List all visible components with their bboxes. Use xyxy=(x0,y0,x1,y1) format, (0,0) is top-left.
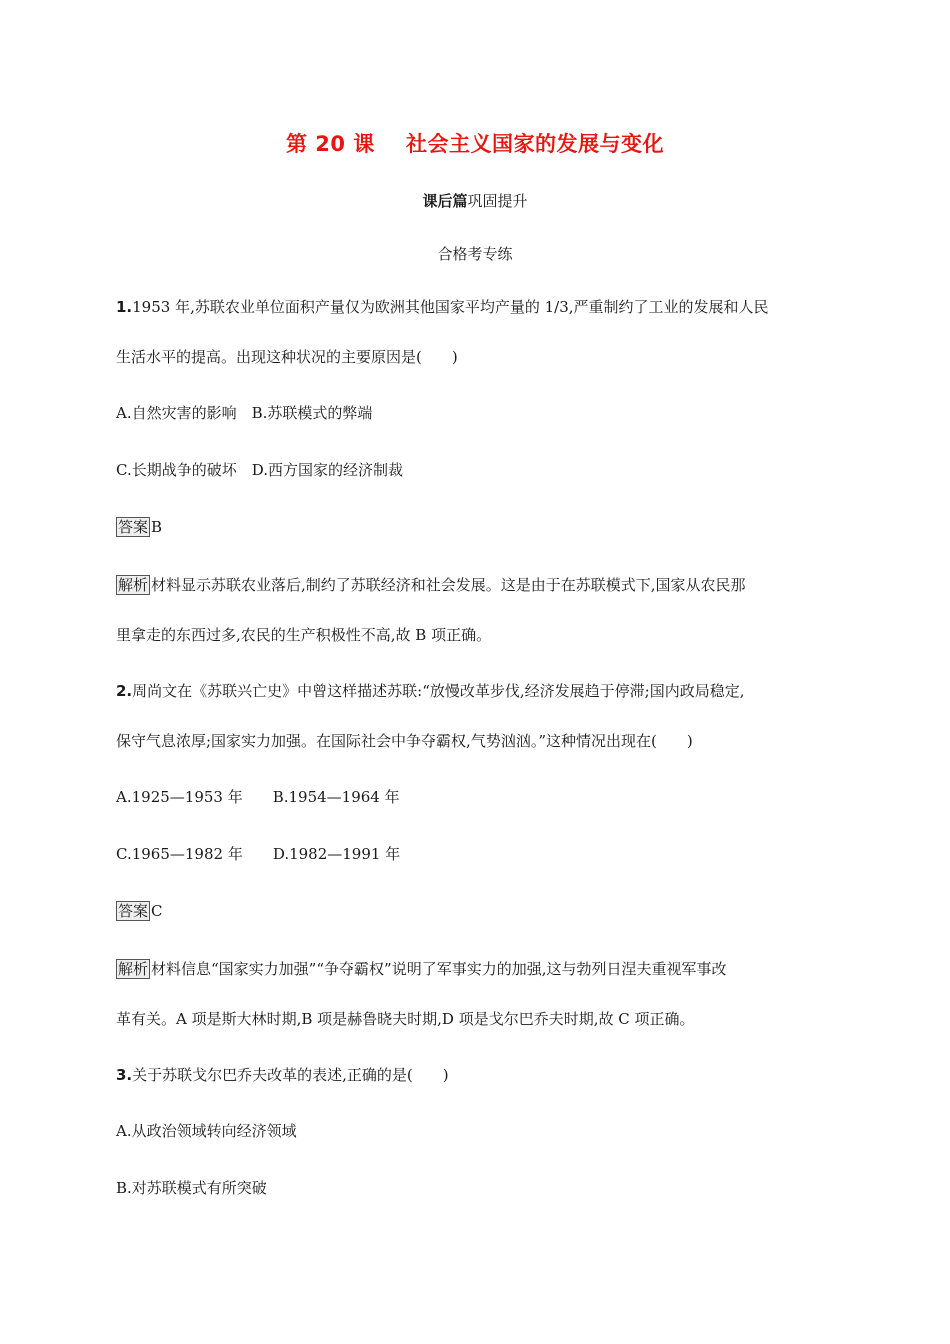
q1-stem-line1 xyxy=(116,297,769,317)
q1-stem-text1: 1953 年,苏联农业单位面积产量仅为欧洲其他国家平均产量的 1/3,严重制约了工业的发展和人民 xyxy=(132,298,769,316)
q1-analysis-line2: 里拿走的东西过多,农民的生产积极性不高,故 B 项正确。 xyxy=(116,626,492,644)
q3-stem-line1 xyxy=(116,1065,449,1085)
q3-stem-text1: 关于苏联戈尔巴乔夫改革的表述,正确的是( ) xyxy=(132,1066,449,1084)
q2-stem-line1 xyxy=(116,681,744,701)
subtitle xyxy=(0,190,950,211)
answer-label: 答案 xyxy=(118,902,149,920)
q1-options-cd: C.长期战争的破坏 D.西方国家的经济制裁 xyxy=(116,461,403,479)
analysis-label: 解析 xyxy=(118,576,149,594)
q1-answer xyxy=(116,517,162,537)
q2-options-cd: C.1965—1982 年 D.1982—1991 年 xyxy=(116,845,401,863)
q1-number: 1. xyxy=(116,298,133,316)
q2-answer-value: C xyxy=(151,902,163,920)
q2-stem-line2: 保守气息浓厚;国家实力加强。在国际社会中争夺霸权,气势汹汹。”这种情况出现在( ) xyxy=(116,732,693,750)
q1-stem-line2: 生活水平的提高。出现这种状况的主要原因是( ) xyxy=(116,348,458,366)
q2-analysis-line2: 革有关。A 项是斯大林时期,B 项是赫鲁晓夫时期,D 项是戈尔巴乔夫时期,故 C 项正确。 xyxy=(116,1010,695,1028)
q1-answer-value: B xyxy=(151,518,163,536)
q2-options-ab: A.1925—1953 年 B.1954—1964 年 xyxy=(116,788,400,806)
q2-analysis-line1 xyxy=(116,959,726,979)
q2-number: 2. xyxy=(116,682,133,700)
q3-option-a: A.从政治领域转向经济领域 xyxy=(116,1122,297,1140)
q1-options-ab: A.自然灾害的影响 B.苏联模式的弊端 xyxy=(116,404,373,422)
page-title: 第 20 课 社会主义国家的发展与变化 xyxy=(285,132,665,156)
subtitle-bold: 课后篇 xyxy=(422,192,468,210)
q1-analysis-line1 xyxy=(116,575,746,595)
q3-number: 3. xyxy=(116,1066,133,1084)
answer-label: 答案 xyxy=(118,518,149,536)
analysis-label: 解析 xyxy=(118,960,149,978)
section-heading: 合格考专练 xyxy=(437,245,513,263)
q2-analysis-text1: 材料信息“国家实力加强”“争夺霸权”说明了军事实力的加强,这与勃列日涅夫重视军事改 xyxy=(151,960,727,978)
q2-answer xyxy=(116,901,163,921)
q3-option-b: B.对苏联模式有所突破 xyxy=(116,1179,267,1197)
q1-analysis-text1: 材料显示苏联农业落后,制约了苏联经济和社会发展。这是由于在苏联模式下,国家从农民那 xyxy=(151,576,746,594)
subtitle-normal: 巩固提升 xyxy=(467,192,528,210)
q2-stem-text1: 周尚文在《苏联兴亡史》中曾这样描述苏联:“放慢改革步伐,经济发展趋于停滞;国内政局稳定, xyxy=(132,682,745,700)
